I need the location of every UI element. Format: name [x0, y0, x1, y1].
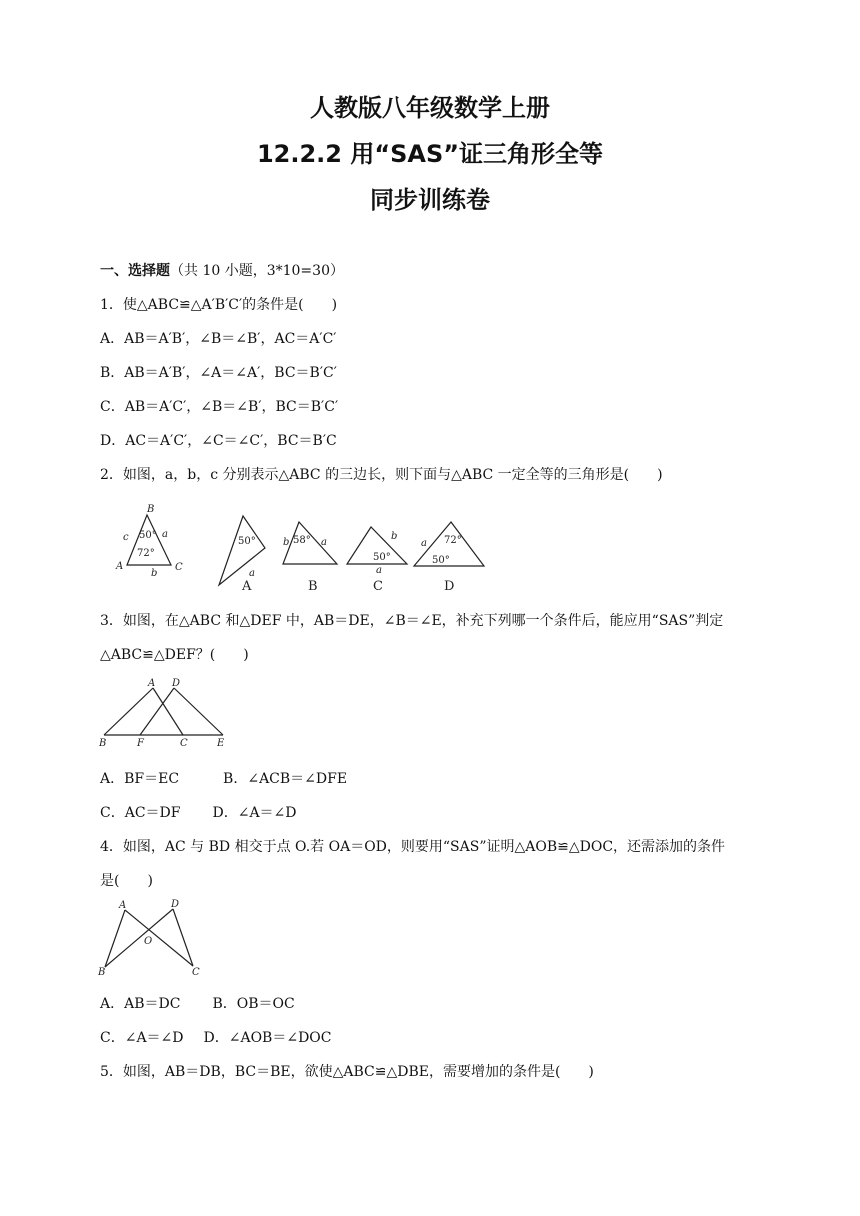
q4-options-row2: [100, 1027, 332, 1047]
doc-subtitle: 12.2.2 用“SAS”证三角形全等: [256, 140, 604, 168]
q4-label-a: A: [119, 900, 127, 911]
q3-option-b: B．∠ACB＝∠DFE: [223, 771, 348, 787]
q3-option-a: A．BF＝EC: [100, 771, 180, 787]
q1-option-a: A．AB＝A′B′，∠B＝∠B′，AC＝A′C′: [100, 331, 337, 347]
q4-option-b: B．OB＝OC: [212, 996, 295, 1012]
q4-label-c: C: [192, 967, 200, 978]
q3-label-b: B: [99, 738, 107, 749]
q4-option-c: C．∠A＝∠D: [100, 1030, 184, 1046]
q2-choice-label-d: D: [444, 579, 455, 594]
q2-opt-c-angle: 50°: [373, 552, 391, 563]
q3-options-row1: [100, 768, 347, 788]
q1-option-c: C．AB＝A′C′，∠B＝∠B′，BC＝B′C′: [100, 399, 339, 415]
q4-options-row1: [100, 993, 295, 1013]
q4-option-a: A．AB＝DC: [100, 996, 181, 1012]
q2-main-angle-b: 50°: [139, 530, 157, 541]
q2-choice-label-b: B: [308, 579, 318, 594]
q2-main-label-b: B: [147, 504, 155, 515]
q4-label-o: O: [144, 936, 153, 947]
q3-option-d: D．∠A＝∠D: [212, 805, 297, 821]
q2-main-label-b-side: b: [151, 568, 158, 579]
q2-main-label-c-side: c: [123, 532, 129, 543]
q4-label-d: D: [171, 899, 180, 910]
q5-stem: 5．如图，AB＝DB，BC＝BE，欲使△ABC≌△DBE，需要增加的条件是( ): [100, 1064, 594, 1080]
q4-label-b: B: [98, 967, 106, 978]
q1-option-b: B．AB＝A′B′，∠A＝∠A′，BC＝B′C′: [100, 365, 337, 381]
q2-main-label-c: C: [175, 562, 183, 573]
q2-opt-b-side2: a: [321, 537, 327, 548]
section-label: 一、选择题: [100, 263, 170, 279]
q2-opt-b-angle: 58°: [293, 535, 311, 546]
q3-option-c: C．AC＝DF: [100, 805, 181, 821]
q3-stem-line1: 3．如图，在△ABC 和△DEF 中，AB＝DE，∠B＝∠E，补充下列哪一个条件后，能应用“SAS”判定: [100, 613, 724, 629]
q2-opt-d-angle1: 72°: [444, 535, 462, 546]
q2-opt-c-side2: a: [376, 565, 382, 576]
q4-stem-line2: 是( ): [100, 873, 153, 889]
q3-label-e: E: [217, 738, 225, 749]
q2-opt-c-side: b: [391, 531, 398, 542]
q3-side-de: [174, 688, 223, 735]
section-detail: （共 10 小题，3*10=30）: [170, 263, 344, 279]
q3-label-f: F: [137, 738, 144, 749]
q2-stem: 2．如图，a，b，c 分别表示△ABC 的三边长，则下面与△ABC 一定全等的三角形是( ): [100, 467, 663, 483]
q4-stem-line1: 4．如图，AC 与 BD 相交于点 O.若 OA＝OD，则要用“SAS”证明△AOB≌△DOC，还需添加的条件: [100, 839, 726, 855]
doc-title: 人教版八年级数学上册: [310, 94, 550, 122]
q3-label-a: A: [148, 678, 156, 689]
q2-choice-label-a: A: [242, 579, 252, 594]
q2-choice-label-c: C: [373, 579, 383, 594]
q1-option-d: D．AC＝A′C′，∠C＝∠C′，BC＝B′C: [100, 433, 337, 449]
q2-option-a-triangle: [219, 516, 265, 585]
q2-opt-d-side: a: [421, 538, 427, 549]
q3-label-c: C: [180, 738, 188, 749]
doc-subtitle-2: 同步训练卷: [370, 186, 490, 214]
q4-option-d: D．∠AOB＝∠DOC: [203, 1030, 332, 1046]
q1-stem: 1．使△ABC≌△A′B′C′的条件是( ): [100, 297, 338, 313]
q2-main-angle-c: 72°: [137, 548, 155, 559]
q3-label-d: D: [172, 678, 181, 689]
q2-opt-d-angle2: 50°: [432, 555, 450, 566]
q2-opt-b-side1: b: [283, 537, 290, 548]
q2-opt-a-angle: 50°: [238, 536, 256, 547]
q2-main-label-a-side: a: [162, 529, 168, 540]
q3-options-row2: [100, 802, 297, 822]
q2-opt-a-side: a: [249, 568, 255, 579]
q2-main-label-a: A: [116, 561, 124, 572]
q3-stem-line2: △ABC≌△DEF？( ): [100, 647, 249, 663]
